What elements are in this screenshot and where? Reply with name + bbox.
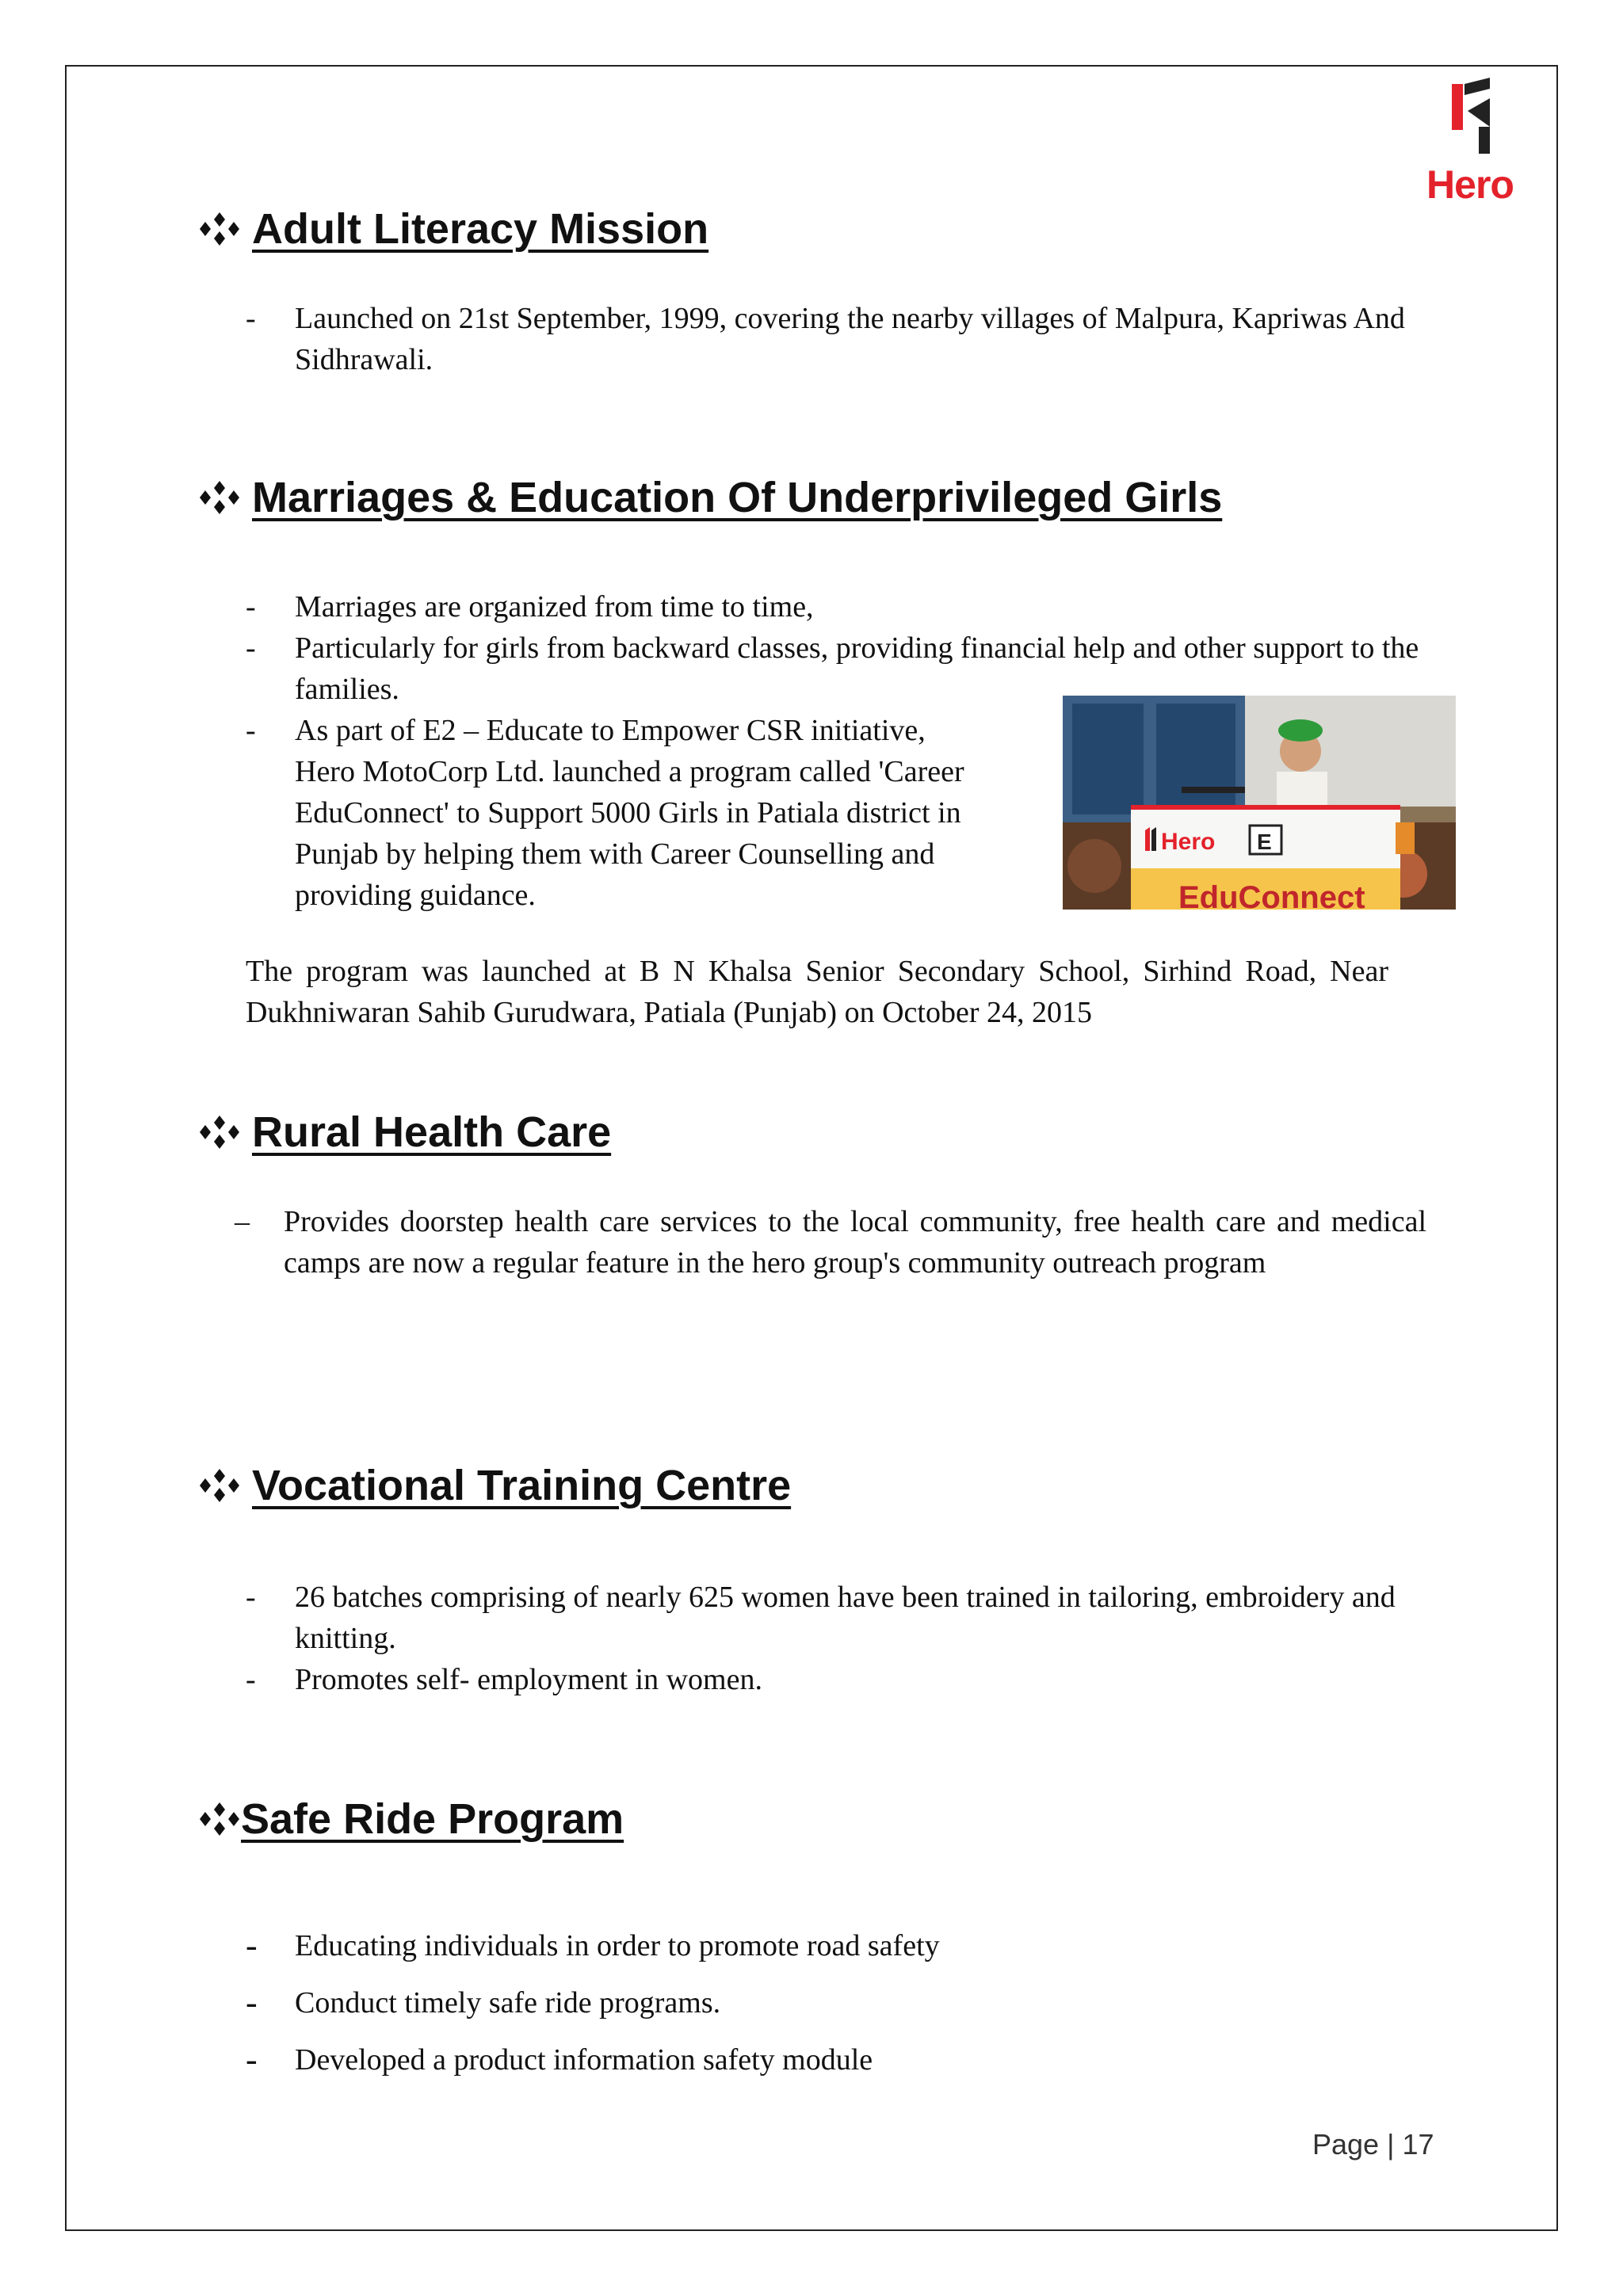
- section-heading-adult-literacy: [198, 204, 708, 254]
- dash-bullet: -: [246, 302, 256, 335]
- list-item-text: Launched on 21st September, 1999, covering the nearby villages of Malpura, Kapriwas And Sidhrawali.: [295, 302, 1405, 376]
- list-item: [246, 1659, 1426, 1700]
- photo-banner-text: EduConnect: [1178, 880, 1365, 910]
- list-item: [235, 1201, 1426, 1283]
- list-item: [246, 298, 1426, 380]
- list-item-text: Conduct timely safe ride programs.: [295, 1986, 721, 2019]
- list-item-text: Educating individuals in order to promote road safety: [295, 1929, 940, 1962]
- section-heading-rural-health: [198, 1108, 611, 1157]
- dash-bullet: -: [246, 2040, 258, 2079]
- section-heading-marriages: [198, 473, 1222, 522]
- hero-logo: [1419, 74, 1529, 209]
- list-item: [246, 1925, 1426, 1966]
- dash-bullet: –: [235, 1205, 250, 1238]
- list-item: [246, 1982, 1426, 2023]
- list-item-text: Promotes self- employment in women.: [295, 1663, 762, 1696]
- list-item-text: Provides doorstep health care services to the local community, free health care and medical camps are now a regular feature in the hero group's community outreach program: [284, 1205, 1426, 1280]
- list-item-text: Developed a product information safety module: [295, 2043, 873, 2077]
- section-title: Safe Ride Program: [241, 1795, 624, 1843]
- dash-bullet: -: [246, 1926, 258, 1965]
- list-item: [246, 586, 1426, 627]
- list-item: [246, 2039, 1426, 2081]
- diamond-bullet-icon: [198, 1115, 241, 1150]
- educonnect-event-photo: [1063, 696, 1456, 910]
- diamond-bullet-icon: [198, 212, 241, 246]
- diamond-bullet-icon: [198, 1468, 241, 1503]
- dash-bullet: -: [246, 1983, 258, 2022]
- photo-banner-badge: E: [1257, 830, 1272, 854]
- page-number-footer: [1312, 2128, 1434, 2161]
- diamond-bullet-icon: [198, 480, 241, 515]
- list-item-text: 26 batches comprising of nearly 625 women have been trained in tailoring, embroidery and knitting.: [295, 1581, 1396, 1655]
- section-title: Rural Health Care: [252, 1108, 612, 1156]
- diamond-bullet-icon: [198, 1802, 241, 1836]
- hero-logo-text: Hero: [1426, 162, 1514, 207]
- list-item-text: Marriages are organized from time to time,: [295, 590, 814, 624]
- page-label: Page: [1312, 2128, 1380, 2161]
- section-title: Vocational Training Centre: [252, 1462, 792, 1509]
- section-title: Adult Literacy Mission: [252, 205, 709, 253]
- list-item-text: As part of E2 – Educate to Empower CSR initiative, Hero MotoCorp Ltd. launched a program called 'Career EduConnect' to Support 5000 Girls in Patiala district in Punjab by helping them with Career Counselling and providing guidance.: [295, 714, 964, 912]
- section-title: Marriages & Education Of Underprivileged Girls: [252, 474, 1223, 521]
- dash-bullet: -: [246, 1663, 256, 1696]
- program-paragraph: The program was launched at B N Khalsa Senior Secondary School, Sirhind Road, Near Dukhniwaran Sahib Gurudwara, Patiala (Punjab) on October 24, 2015: [246, 955, 1388, 1029]
- dash-bullet: -: [246, 714, 256, 747]
- hero-logo-icon: [1419, 74, 1522, 162]
- list-item: [246, 1577, 1426, 1659]
- list-item: [246, 710, 992, 916]
- page-number: 17: [1402, 2128, 1434, 2161]
- dash-bullet: -: [246, 590, 256, 624]
- section-heading-vocational: [198, 1461, 791, 1510]
- dash-bullet: -: [246, 1581, 256, 1614]
- dash-bullet: -: [246, 631, 256, 665]
- section-heading-safe-ride: [198, 1794, 624, 1844]
- photo-banner-brand: Hero: [1161, 829, 1216, 855]
- page-separator: |: [1387, 2128, 1395, 2161]
- list-item-text: Particularly for girls from backward classes, providing financial help and other support to the families.: [295, 631, 1419, 706]
